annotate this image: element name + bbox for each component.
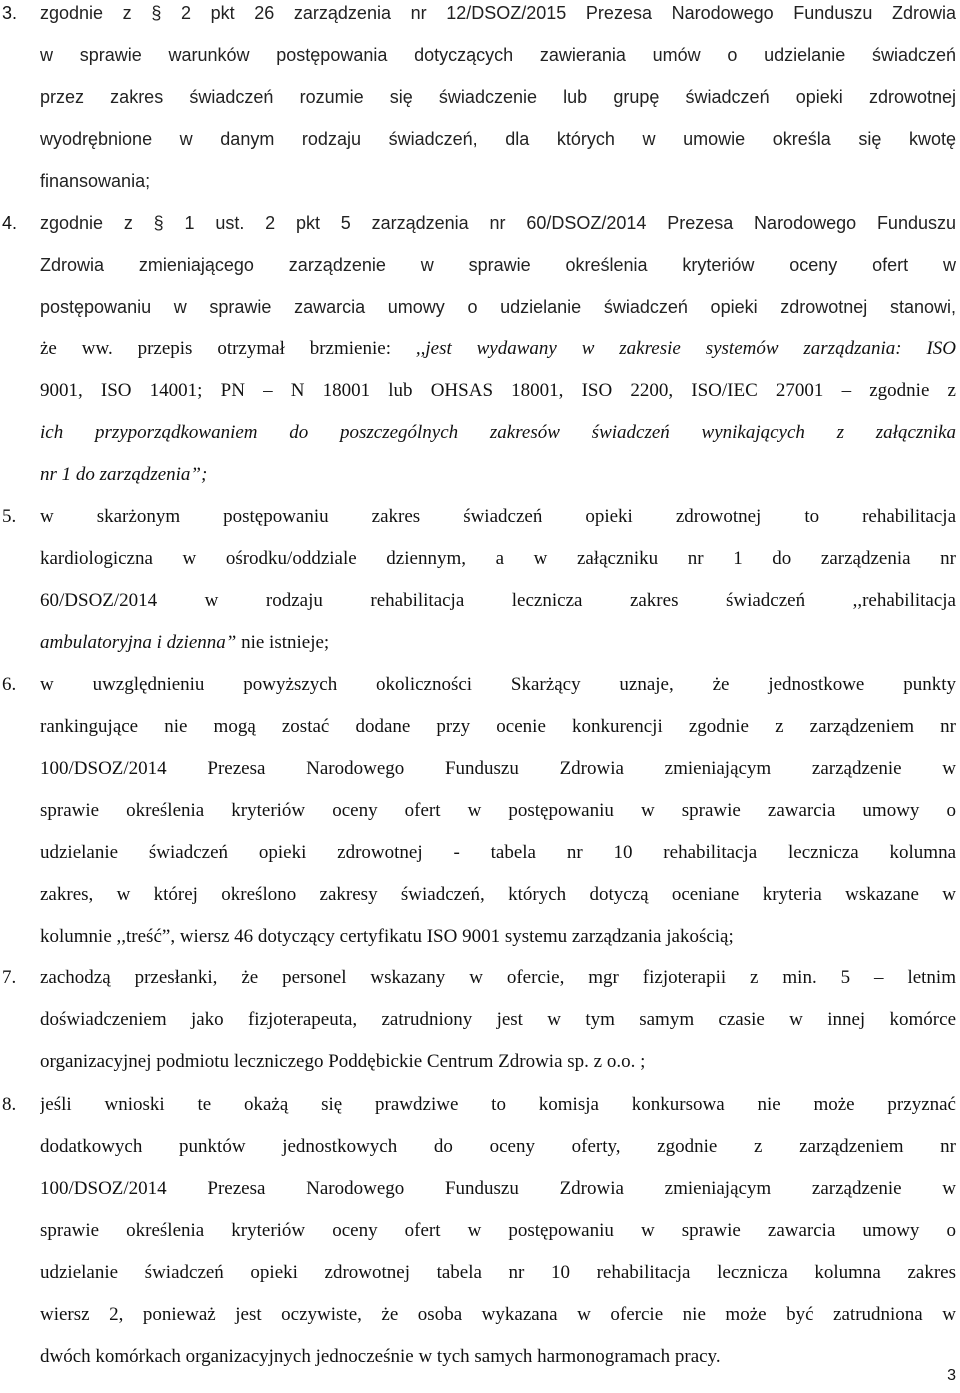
text-line: kardiologiczna w ośrodku/oddziale dziennym, a w załączniku nr 1 do zarządzenia nr [40, 548, 956, 569]
text-line: zgodnie z § 1 ust. 2 pkt 5 zarządzenia nr 60/DSOZ/2014 Prezesa Narodowego Funduszu [40, 213, 956, 233]
list-item-text [40, 202, 956, 496]
text-line-tail: nie istnieje; [241, 632, 330, 653]
text-line: w sprawie warunków postępowania dotyczących zawierania umów o udzielanie świadczeń [40, 45, 956, 65]
text-line: zakres, w której określono zakresy świadczeń, których dotyczą oceniane kryteria wskazane w [40, 884, 956, 905]
text-line: sprawie określenia kryteriów oceny ofert w postępowaniu w sprawie zawarcia umowy o [40, 800, 956, 821]
text-line: wiersz 2, ponieważ jest oczywiste, że osoba wykazana w ofercie nie może być zatrudniona w [40, 1304, 956, 1325]
text-line: udzielanie świadczeń opieki zdrowotnej - tabela nr 10 rehabilitacja lecznicza kolumna [40, 842, 956, 863]
text-line: 9001, ISO 14001; PN – N 18001 lub OHSAS 18001, ISO 2200, ISO/IEC 27001 – zgodnie z [40, 380, 956, 401]
list-item-number: 7. [2, 967, 17, 988]
quoted-provision: ich przyporządkowaniem do poszczególnych zakresów świadczeń wynikających z załącznika [40, 422, 956, 443]
text-line: Zdrowia zmieniającego zarządzenie w sprawie określenia kryteriów oceny ofert w [40, 255, 956, 275]
text-line-lead: że ww. przepis otrzymał brzmienie: [40, 338, 391, 359]
text-line: 100/DSOZ/2014 Prezesa Narodowego Funduszu Zdrowia zmieniającym zarządzenie w [40, 758, 956, 779]
list-item-number: 6. [2, 674, 17, 695]
quoted-scope-name: ambulatoryjna i dzienna” [40, 632, 237, 653]
list-item-number: 8. [2, 1094, 17, 1115]
text-line: 60/DSOZ/2014 w rodzaju rehabilitacja lecznicza zakres świadczeń ,,rehabilitacja [40, 590, 956, 611]
quoted-provision: ,,jest wydawany w zakresie systemów zarządzania: ISO [415, 338, 956, 359]
list-item-text [40, 957, 956, 1083]
text-line: 100/DSOZ/2014 Prezesa Narodowego Funduszu Zdrowia zmieniającym zarządzenie w [40, 1178, 956, 1199]
text-line: postępowaniu w sprawie zawarcia umowy o udzielanie świadczeń opieki zdrowotnej stanowi, [40, 297, 956, 317]
page-number: 3 [947, 1367, 956, 1384]
list-item-text [40, 496, 956, 664]
text-line: dwóch komórkach organizacyjnych jednocześnie w tych samych harmonogramach pracy. [40, 1346, 721, 1367]
text-line: rankingujące nie mogą zostać dodane przy ocenie konkurencji zgodnie z zarządzeniem nr [40, 716, 956, 737]
text-line [40, 622, 956, 664]
text-line: udzielanie świadczeń opieki zdrowotnej tabela nr 10 rehabilitacja lecznicza kolumna zakres [40, 1262, 956, 1283]
text-line: jeśli wnioski te okażą się prawdziwe to komisja konkursowa nie może przyznać [40, 1094, 956, 1115]
text-line: w skarżonym postępowaniu zakres świadczeń opieki zdrowotnej to rehabilitacja [40, 506, 956, 527]
text-line [40, 412, 956, 454]
text-line: sprawie określenia kryteriów oceny ofert w postępowaniu w sprawie zawarcia umowy o [40, 1220, 956, 1241]
list-item-number: 3. [2, 3, 18, 23]
text-line: zachodzą przesłanki, że personel wskazany w ofercie, mgr fizjoterapii z min. 5 – letnim [40, 967, 956, 988]
text-line: w uwzględnieniu powyższych okoliczności Skarżący uznaje, że jednostkowe punkty [40, 674, 956, 695]
text-line [40, 454, 956, 496]
text-line: zgodnie z § 2 pkt 26 zarządzenia nr 12/DSOZ/2015 Prezesa Narodowego Funduszu Zdrowia [40, 3, 956, 23]
list-item-number: 5. [2, 506, 17, 527]
list-item-text [40, 1084, 956, 1378]
quoted-provision: nr 1 do zarządzenia”; [40, 464, 208, 485]
list-item-number: 4. [2, 213, 18, 233]
text-line: przez zakres świadczeń rozumie się świadczenie lub grupę świadczeń opieki zdrowotnej [40, 87, 956, 107]
text-line: wyodrębnione w danym rodzaju świadczeń, dla których w umowie określa się kwotę [40, 129, 956, 149]
list-item-text [40, 0, 956, 202]
text-line: finansowania; [40, 171, 151, 191]
text-line-with-quote [40, 328, 956, 370]
text-line: kolumnie ,,treść”, wiersz 46 dotyczący certyfikatu ISO 9001 systemu zarządzania jakością; [40, 926, 734, 947]
text-line: organizacyjnej podmiotu leczniczego Poddębickie Centrum Zdrowia sp. z o.o. ; [40, 1051, 646, 1072]
text-line: dodatkowych punktów jednostkowych do oceny oferty, zgodnie z zarządzeniem nr [40, 1136, 956, 1157]
text-line: doświadczeniem jako fizjoterapeuta, zatrudniony jest w tym samym czasie w innej komórce [40, 1009, 956, 1030]
list-item-text [40, 664, 956, 958]
